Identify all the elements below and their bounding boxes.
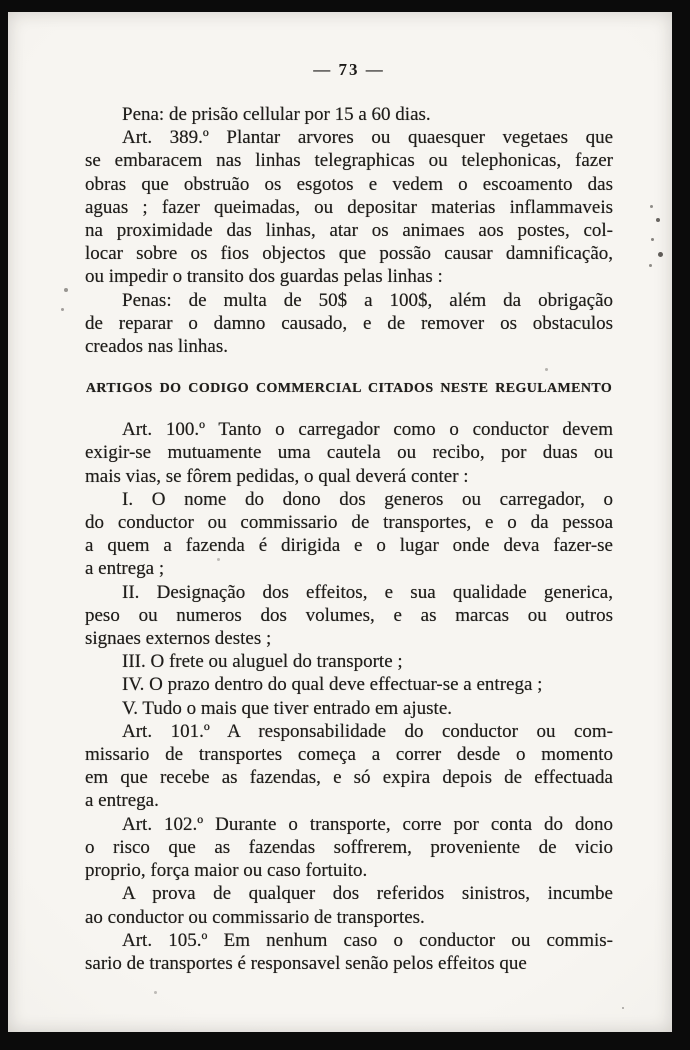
paragraph xyxy=(85,813,613,883)
paragraph xyxy=(85,929,613,975)
scan-noise-speck xyxy=(649,264,652,267)
text-line: A prova de qualquer dos referidos sinistros, incumbe xyxy=(122,883,613,905)
text-line: sario de transportes é responsavel senão pelos effeitos que xyxy=(85,952,527,974)
text-line: de reparar o damno causado, e de remover os obstaculos xyxy=(85,312,613,334)
text-line: creados nas linhas. xyxy=(85,336,228,358)
paragraph xyxy=(85,697,613,720)
text-line: do conductor ou commissario de transportes, e o da pessoa xyxy=(85,512,613,534)
scan-noise-speck xyxy=(64,288,68,292)
text-line: locar sobre os fios objectos que possão causar damnificação, xyxy=(85,243,613,265)
text-line: ou impedir o transito dos guardas pelas linhas : xyxy=(85,266,443,288)
paragraph xyxy=(85,673,613,696)
text-line: se embaracem nas linhas telegraphicas ou telephonicas, fazer xyxy=(85,150,613,172)
text-line: em que recebe as fazendas, e só expira depois de effectuada xyxy=(85,767,613,789)
text-line: exigir-se mutuamente uma cautela ou recibo, por duas ou xyxy=(85,442,613,464)
text-line: Art. 105.º Em nenhum caso o conductor ou commis- xyxy=(122,929,613,951)
text-line: o risco que as fazendas soffrerem, proveniente de vicio xyxy=(85,836,613,858)
paragraph xyxy=(85,581,613,651)
scan-noise-speck xyxy=(545,368,548,371)
text-line: proprio, força maior ou caso fortuito. xyxy=(85,860,368,882)
paragraph xyxy=(85,720,613,813)
section-heading: ARTIGOS DO CODIGO COMMERCIAL CITADOS NESTE REGULAMENTO xyxy=(85,381,613,397)
text-line: mais vias, se fôrem pedidas, o qual deverá conter : xyxy=(85,465,469,487)
text-line: a entrega ; xyxy=(85,558,165,580)
text-line: ao conductor ou commissario de transportes. xyxy=(85,906,425,928)
paragraph xyxy=(85,418,613,488)
text-line: obras que obstruão os esgotos e vedem o escoamento das xyxy=(85,173,613,195)
text-line: I. O nome do dono dos generos ou carregador, o xyxy=(122,488,613,510)
text-line: Pena: de prisão cellular por 15 a 60 dias. xyxy=(122,104,431,125)
text-line: peso ou numeros dos volumes, e as marcas ou outros xyxy=(85,604,613,626)
text-line: Penas: de multa de 50$ a 100$, além da obrigação xyxy=(122,289,613,311)
scan-noise-speck xyxy=(656,218,660,222)
text-line: signaes externos destes ; xyxy=(85,628,272,650)
paragraph xyxy=(85,289,613,359)
text-line: III. O frete ou aluguel do transporte ; xyxy=(122,651,403,673)
paragraph xyxy=(85,488,613,581)
text-line: a quem a fazenda é dirigida e o lugar onde deva fazer-se xyxy=(85,535,613,557)
text-line: na proximidade das linhas, atar os animaes aos postes, col- xyxy=(85,220,613,242)
text-line: missario de transportes começa a correr desde o momento xyxy=(85,744,613,766)
text-line: II. Designação dos effeitos, e sua qualidade generica, xyxy=(122,581,613,603)
text-line: Art. 102.º Durante o transporte, corre por conta do dono xyxy=(122,813,613,835)
text-line: Art. 101.º A responsabilidade do conductor ou com- xyxy=(122,720,613,742)
scan-noise-speck xyxy=(217,558,220,561)
text-line: a entrega. xyxy=(85,790,159,812)
scan-noise-speck xyxy=(61,308,64,311)
text-line: V. Tudo o mais que tiver entrado em ajuste. xyxy=(122,697,453,719)
paragraph xyxy=(85,126,613,288)
paragraph xyxy=(85,882,613,928)
text-line: Art. 389.º Plantar arvores ou quaesquer vegetaes que xyxy=(122,127,613,149)
text-line: Art. 100.º Tanto o carregador como o conductor devem xyxy=(122,419,613,441)
scan-noise-speck xyxy=(622,1007,624,1009)
page-number: — 73 — xyxy=(313,60,385,79)
text-line: aguas ; fazer queimadas, ou depositar materias inflammaveis xyxy=(85,196,613,218)
text-line: IV. O prazo dentro do qual deve effectuar-se a entrega ; xyxy=(122,674,543,696)
paper-background xyxy=(8,12,672,1032)
paragraph xyxy=(85,103,613,126)
scan-noise-speck xyxy=(651,238,654,241)
text-column xyxy=(85,103,613,975)
scan-noise-speck xyxy=(154,991,157,994)
scan-noise-speck xyxy=(658,252,663,257)
paragraph xyxy=(85,650,613,673)
scan-noise-speck xyxy=(650,205,653,208)
